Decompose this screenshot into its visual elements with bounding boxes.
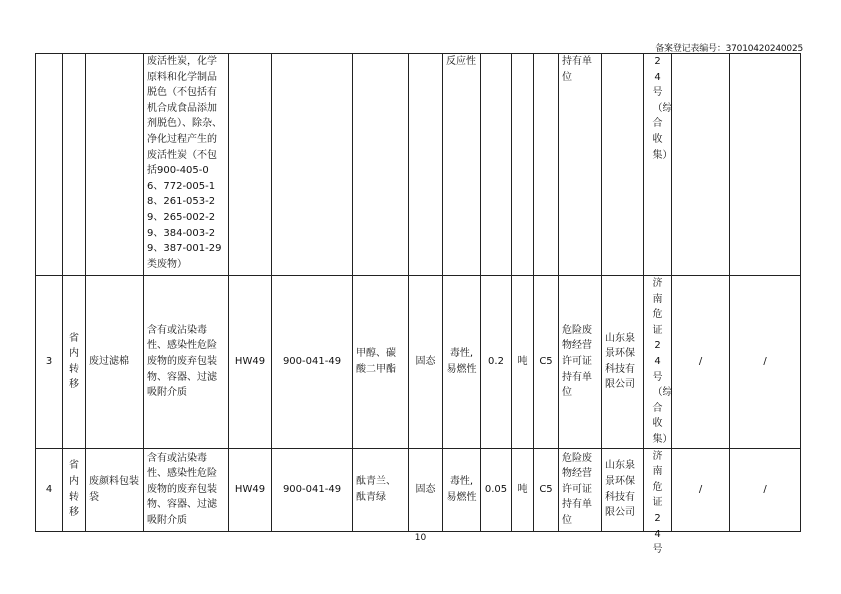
hazardous-component: 酞青兰、酞青绿 — [353, 448, 409, 531]
license-holder: 持有单位 — [559, 54, 602, 276]
hazard-property: 毒性,易燃性 — [443, 448, 481, 531]
column-a-value: / — [672, 448, 730, 531]
quantity: 0.05 — [481, 448, 512, 531]
transfer-type: 省内转移 — [69, 332, 79, 391]
column-a-value: / — [672, 276, 730, 449]
table-row-partial — [36, 54, 801, 276]
receiver-company: 山东泉景环保科技有限公司 — [602, 276, 644, 449]
column-b-value: / — [730, 276, 801, 449]
waste-name: 废颜料包装袋 — [86, 448, 144, 531]
license-holder: 危险废物经营许可证持有单位 — [559, 448, 602, 531]
waste-description: 含有或沾染毒性、感染性危险废物的废弃包装物、容器、过滤吸附介质 — [144, 276, 229, 449]
record-number: 备案登记表编号：37010420240025 — [655, 44, 803, 54]
permit-number: 济南危证24号 — [652, 450, 663, 556]
waste-description: 废活性炭，化学原料和化学制品脱色（不包括有机合成食品添加剂脱色）、除杂、净化过程产生的废活性炭（不包括900-405-06、772-005-18、261-053-29、265-002-29、384-003-29、387-001-29类废物） — [144, 54, 229, 276]
table-row — [36, 448, 801, 531]
unit: 吨 — [512, 276, 534, 449]
physical-form: 固态 — [409, 276, 443, 449]
column-b-value: / — [730, 448, 801, 531]
waste-code: 900-041-49 — [272, 276, 353, 449]
license-holder: 危险废物经营许可证持有单位 — [559, 276, 602, 449]
table-row — [36, 276, 801, 449]
waste-code: 900-041-49 — [272, 448, 353, 531]
waste-description: 含有或沾染毒性、感染性危险废物的废弃包装物、容器、过滤吸附介质 — [144, 448, 229, 531]
row-number: 4 — [36, 448, 63, 531]
disposal-mode: C5 — [534, 448, 559, 531]
waste-name: 废过滤棉 — [86, 276, 144, 449]
page-number: 10 — [414, 533, 427, 543]
waste-transfer-table — [35, 53, 801, 556]
hazard-property: 毒性,易燃性 — [443, 276, 481, 449]
hazard-property: 反应性 — [443, 54, 481, 276]
permit-number: 济南危证24号（综合收集） — [652, 278, 673, 445]
transfer-type: 省内转移 — [69, 460, 79, 519]
waste-category: HW49 — [229, 276, 272, 449]
hazardous-component: 甲醇、碳酸二甲酯 — [353, 276, 409, 449]
disposal-mode: C5 — [534, 276, 559, 449]
row-number: 3 — [36, 276, 63, 449]
waste-category: HW49 — [229, 448, 272, 531]
physical-form: 固态 — [409, 448, 443, 531]
receiver-company: 山东泉景环保科技有限公司 — [602, 448, 644, 531]
quantity: 0.2 — [481, 276, 512, 449]
permit-number: 24号（综合收集） — [652, 56, 673, 161]
unit: 吨 — [512, 448, 534, 531]
